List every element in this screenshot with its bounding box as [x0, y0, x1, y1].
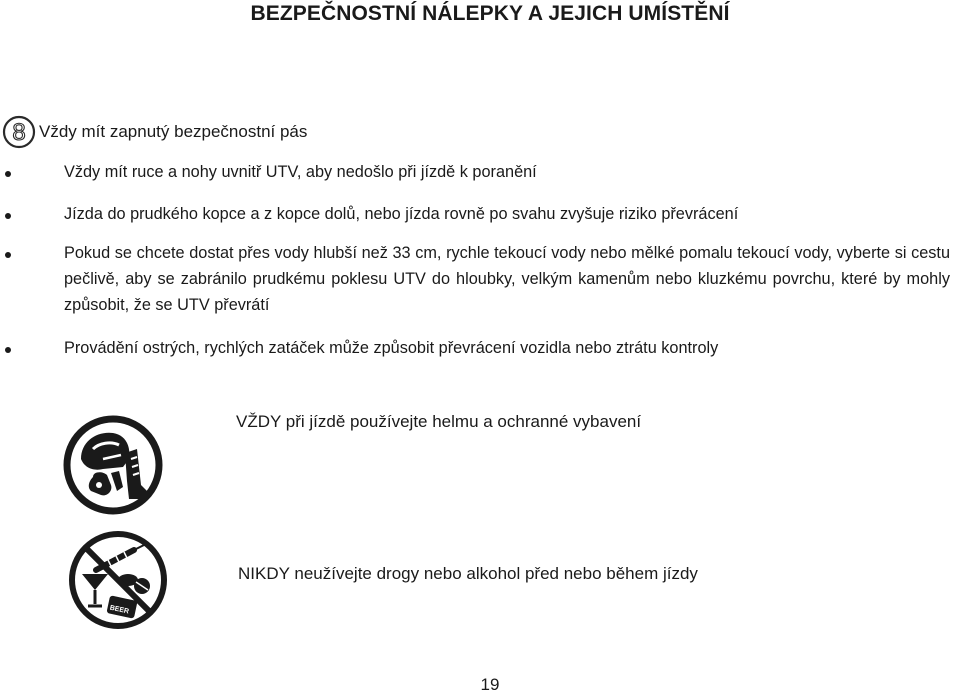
bullet-dot-icon	[5, 347, 11, 353]
bullet-dot-icon	[5, 252, 11, 258]
bullet-dot-icon	[5, 213, 11, 219]
page-number: 19	[480, 675, 500, 694]
bullet-dot-icon	[5, 171, 11, 177]
svg-text:8: 8	[12, 119, 26, 146]
list-item-text: Provádění ostrých, rychlých zatáček může způsobit převrácení vozidla nebo ztrátu kontroly	[64, 339, 719, 357]
helmet-sign-caption: VŽDY při jízdě používejte helmu a ochranné vybavení	[236, 412, 642, 431]
numbered-item-text: Vždy mít zapnutý bezpečnostní pás	[39, 122, 308, 141]
list-item-text: Vždy mít ruce a nohy uvnitř UTV, aby nedošlo při jízdě k poranění	[64, 163, 537, 181]
numbered-item	[2, 115, 307, 149]
list-item-text: Pokud se chcete dostat přes vody hlubší než 33 cm, rychle tekoucí vody nebo mělké pomalu tekoucí vody, vyberte si cestu pečlivě, aby se zabránilo prudkému poklesu UTV do hloubky, velkým kamenům nebo kluzkému povrchu, které by mohly způsobit, že se UTV převrátí	[64, 244, 950, 314]
helmet-gear-sign-icon	[63, 415, 163, 515]
number-circle-icon	[2, 115, 36, 149]
page-title: BEZPEČNOSTNÍ NÁLEPKY A JEJICH UMÍSTĚNÍ	[250, 2, 730, 25]
svg-text:BEER: BEER	[109, 604, 130, 616]
drugs-sign-caption: NIKDY neužívejte drogy nebo alkohol před nebo během jízdy	[238, 564, 698, 583]
list-item-text: Jízda do prudkého kopce a z kopce dolů, nebo jízda rovně po svahu zvyšuje riziko převrácení	[64, 205, 739, 223]
no-drugs-alcohol-sign-icon	[68, 530, 168, 630]
